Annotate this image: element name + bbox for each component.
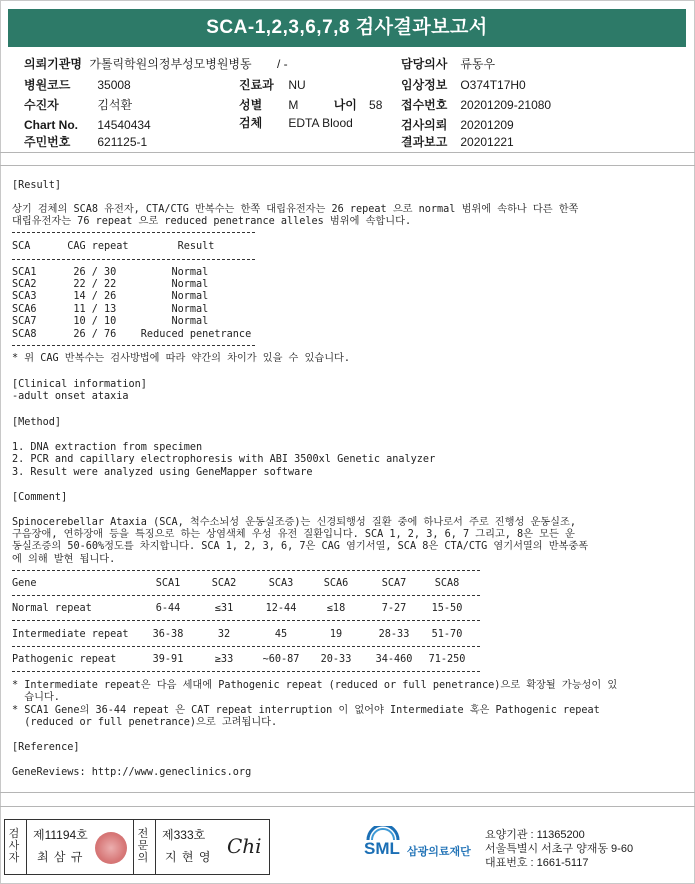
ref-col-sca6: SCA6 (323, 578, 349, 589)
receipt-no-row (401, 98, 551, 112)
ref-table-rule-2 (12, 646, 480, 647)
resident-no-row (24, 135, 147, 149)
method-step-1: 1. DNA extraction from specimen (12, 442, 203, 453)
comment-note-2: * SCA1 Gene의 36-44 repeat 은 CAT repeat interruption 이 없어야 Intermediate 혹은 Pathogenic repeat (12, 705, 600, 716)
result-note: * 위 CAG 반복수는 검사방법에 따라 약간의 차이가 있을 수 있습니다. (12, 353, 351, 364)
ref-normal-sca8: 15-50 (431, 603, 463, 614)
ref-normal-sca7: 7-27 (381, 603, 407, 614)
receipt-no-label: 접수번호 (401, 98, 448, 112)
footer-divider (0, 792, 695, 793)
box-divider-2 (133, 820, 134, 874)
request-date-row (401, 118, 514, 132)
ref-pathogenic-sca6: 20-33 (320, 654, 352, 665)
report-date-value: 20201221 (460, 135, 514, 149)
clinical-info-label: 임상정보 (401, 78, 448, 92)
request-date-label: 검사의뢰 (401, 118, 448, 132)
comment-line-1: Spinocerebellar Ataxia (SCA, 척수소뇌성 운동실조증)는 신경퇴행성 질환 중에 하나로서 주로 진행성 운동실조, (12, 517, 576, 528)
comment-heading: [Comment] (12, 492, 68, 503)
company-phone: 대표번호 : 1661-5117 (485, 857, 589, 869)
ref-col-sca3: SCA3 (268, 578, 294, 589)
signature-box (4, 819, 270, 875)
hospital-code-value: 35008 (97, 78, 131, 92)
comment-note-1: * Intermediate repeat은 다음 세대에 Pathogenic repeat (reduced or full penetrance)으로 확장될 가능성이 있 (12, 680, 618, 691)
tester-label-1: 검 (8, 828, 20, 840)
header-divider (0, 152, 695, 153)
result-table-rule-bottom (12, 345, 255, 346)
doctor-row (401, 57, 495, 71)
tester-license: 제11194호 (33, 828, 88, 842)
resident-no-value: 621125-1 (97, 135, 148, 149)
age-label: 나이 (333, 98, 357, 112)
result-summary-line2: 대립유전자는 76 repeat 으로 reduced penetrance alleles 범위에 속합니다. (12, 216, 412, 227)
comment-line-2: 구음장애, 연하장애 등을 특징으로 하는 상염색체 우성 유전 질환입니다. SCA 1, 2, 3, 6, 7 그리고, 8은 모든 운 (12, 529, 575, 540)
clinical-heading: [Clinical information] (12, 379, 147, 390)
ref-pathogenic-sca1: 39-91 (152, 654, 184, 665)
tester-name: 최 삼 규 (37, 850, 84, 864)
chart-no-value: 14540434 (97, 118, 151, 132)
institution-row (24, 57, 288, 71)
result-table-rule-top (12, 232, 255, 233)
ref-table-rule-1 (12, 620, 480, 621)
resident-no-label: 주민번호 (24, 135, 71, 149)
ref-normal-sca1: 6-44 (155, 603, 181, 614)
doctor-label: 담당의사 (401, 57, 448, 71)
chart-no-label: Chart No. (24, 118, 78, 132)
comment-note-1b: 습니다. (12, 692, 60, 703)
ref-row-normal-label: Normal repeat (12, 603, 92, 614)
ref-col-sca2: SCA2 (211, 578, 237, 589)
ref-intermediate-sca3: 45 (274, 629, 288, 640)
specialist-label-3: 의 (137, 852, 149, 864)
tester-label (7, 828, 21, 864)
ref-pathogenic-sca2: ≥33 (214, 654, 234, 665)
ref-intermediate-sca2: 32 (217, 629, 231, 640)
hospital-code-label: 병원코드 (24, 78, 71, 92)
company-name: 삼광의료재단 (407, 846, 471, 858)
result-table-rule-mid (12, 259, 255, 260)
sex-label: 성별 (239, 98, 263, 112)
age-value: 58 (369, 98, 383, 112)
ref-normal-sca6: ≤18 (326, 603, 346, 614)
department-row (239, 78, 306, 92)
result-row-sca7: SCA7 10 / 10 Normal (12, 316, 209, 327)
ref-pathogenic-sca8: 71-250 (428, 654, 466, 665)
result-row-sca8: SCA8 26 / 76 Reduced penetrance (12, 329, 252, 340)
report-title: SCA-1,2,3,6,7,8 검사결과보고서 (8, 9, 686, 47)
hospital-code-row (24, 78, 131, 92)
department-label: 진료과 (239, 78, 274, 92)
footer-divider-2 (0, 806, 695, 807)
method-step-2: 2. PCR and capillary electrophoresis with ABI 3500xl Genetic analyzer (12, 454, 436, 465)
header-divider-2 (0, 165, 695, 166)
clinical-info-row (401, 78, 526, 92)
ref-row-pathogenic-label: Pathogenic repeat (12, 654, 117, 665)
ref-normal-sca2: ≤31 (214, 603, 234, 614)
specialist-signature: Chi (227, 834, 262, 858)
result-heading: [Result] (12, 180, 62, 191)
clinical-info-value: O374T17H0 (460, 78, 526, 92)
ref-intermediate-sca1: 36-38 (152, 629, 184, 640)
institution-label: 의뢰기관명 (24, 57, 82, 71)
receipt-no-value: 20201209-21080 (460, 98, 552, 112)
institution-extra: / - (276, 57, 288, 71)
ref-pathogenic-sca3: ~60-87 (262, 654, 300, 665)
result-row-sca6: SCA6 11 / 13 Normal (12, 304, 209, 315)
result-row-sca2: SCA2 22 / 22 Normal (12, 279, 209, 290)
result-row-sca1: SCA1 26 / 30 Normal (12, 267, 209, 278)
sml-logo-text: SML (364, 839, 400, 858)
reference-text: GeneReviews: http://www.geneclinics.org (12, 767, 252, 778)
result-row-sca3: SCA3 14 / 26 Normal (12, 291, 209, 302)
patient-value: 김석환 (97, 98, 133, 112)
comment-note-2b: (reduced or full penetrance)으로 고려됩니다. (12, 717, 278, 728)
doctor-value: 류동우 (460, 57, 496, 71)
department-value: NU (288, 78, 306, 92)
ref-table-rule-bottom (12, 671, 480, 672)
specialist-label (136, 828, 150, 864)
report-date-label: 결과보고 (401, 135, 448, 149)
specimen-label: 검체 (239, 116, 263, 130)
ref-intermediate-sca7: 28-33 (378, 629, 410, 640)
tester-label-2: 사 (8, 840, 20, 852)
comment-line-4: 에 의해 발현 됩니다. (12, 554, 116, 565)
specialist-name: 지 현 영 (165, 850, 212, 864)
report-date-row (401, 135, 514, 149)
tester-label-3: 자 (8, 852, 20, 864)
ref-intermediate-sca6: 19 (329, 629, 343, 640)
ref-table-rule-header (12, 595, 480, 596)
ref-intermediate-sca8: 51-70 (431, 629, 463, 640)
result-table-header: SCA CAG repeat Result (12, 241, 215, 252)
institution-value: 가톨릭학원의정부성모병원병동 (89, 57, 252, 71)
clinical-text: -adult onset ataxia (12, 391, 129, 402)
request-date-value: 20201209 (460, 118, 514, 132)
org-code: 요양기관 : 11365200 (485, 829, 585, 841)
ref-row-intermediate-label: Intermediate repeat (12, 629, 129, 640)
box-divider-3 (155, 820, 156, 874)
method-step-3: 3. Result were analyzed using GeneMapper software (12, 467, 313, 478)
comment-line-3: 동실조증의 50-60%정도를 차지합니다. SCA 1, 2, 3, 6, 7은 CAG 염기서열, SCA 8은 CTA/CTG 염기서열의 반복중폭 (12, 541, 589, 552)
patient-row (24, 98, 132, 112)
ref-col-gene: Gene (12, 578, 37, 589)
company-address: 서울특별시 서초구 양재동 9-60 (485, 843, 634, 855)
result-summary-line1: 상기 검체의 SCA8 유전자, CTA/CTG 반복수는 한쪽 대립유전자는 26 repeat 으로 normal 범위에 속하나 다른 한쪽 (12, 204, 579, 215)
ref-col-sca8: SCA8 (434, 578, 460, 589)
specimen-row (239, 116, 353, 130)
patient-label: 수진자 (24, 98, 59, 112)
tester-seal-icon (95, 832, 127, 864)
ref-table-rule-top (12, 570, 480, 571)
method-heading: [Method] (12, 417, 62, 428)
ref-pathogenic-sca7: 34-460 (375, 654, 413, 665)
reference-heading: [Reference] (12, 742, 80, 753)
ref-normal-sca3: 12-44 (265, 603, 297, 614)
box-divider-1 (26, 820, 27, 874)
ref-col-sca1: SCA1 (155, 578, 181, 589)
specialist-label-2: 문 (137, 840, 149, 852)
ref-col-sca7: SCA7 (381, 578, 407, 589)
sex-row (239, 98, 382, 112)
specialist-license: 제333호 (162, 828, 206, 842)
chart-no-row (24, 118, 151, 132)
sex-value: M (288, 98, 299, 112)
specialist-label-1: 전 (137, 828, 149, 840)
specimen-value: EDTA Blood (288, 116, 353, 130)
